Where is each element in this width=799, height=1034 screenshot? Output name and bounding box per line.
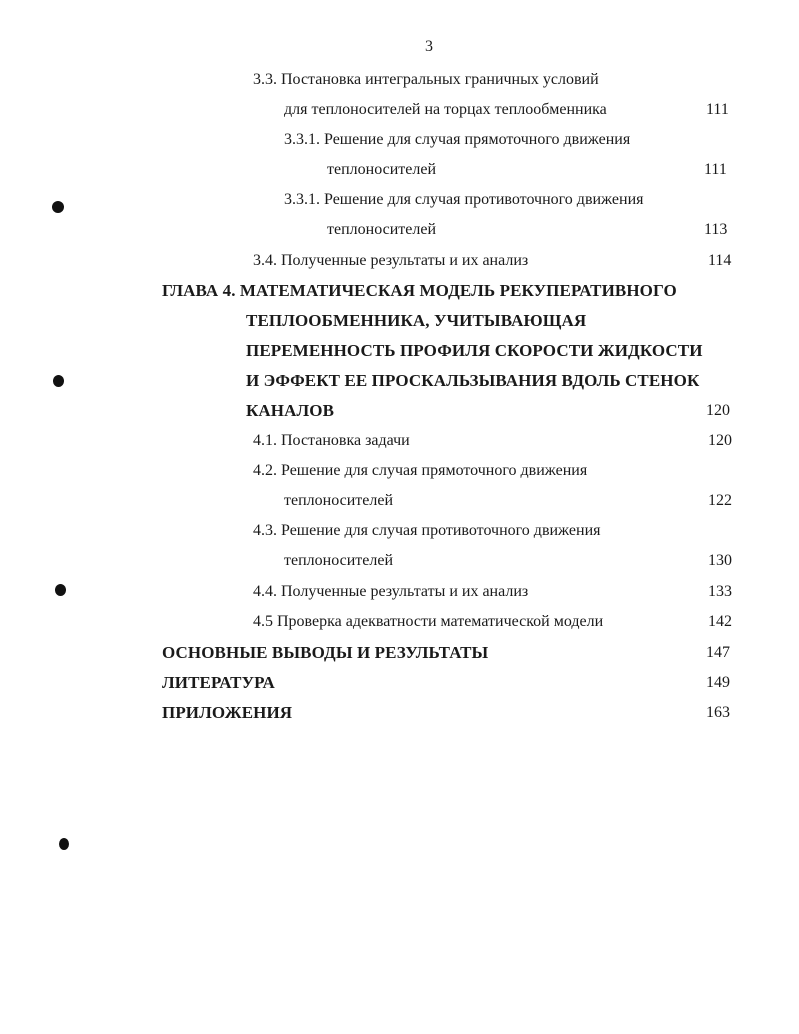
scan-speck bbox=[53, 375, 64, 387]
toc-4-5-page: 142 bbox=[708, 613, 732, 630]
toc-chapter-4-title-line2: ТЕПЛООБМЕННИКА, УЧИТЫВАЮЩАЯ bbox=[246, 311, 587, 330]
toc-4-3-title-line2: теплоносителей bbox=[284, 552, 394, 569]
toc-4-1-page: 120 bbox=[708, 432, 732, 449]
toc-4-2-title-line1: 4.2. Решение для случая прямоточного движения bbox=[253, 462, 588, 479]
toc-3-3-1b-title-line1: 3.3.1. Решение для случая противоточного движения bbox=[284, 191, 644, 208]
toc-chapter-4-title-line3: ПЕРЕМЕННОСТЬ ПРОФИЛЯ СКОРОСТИ ЖИДКОСТИ bbox=[246, 341, 703, 360]
toc-chapter-4-title-line4: И ЭФФЕКТ ЕЕ ПРОСКАЛЬЗЫВАНИЯ ВДОЛЬ СТЕНОК bbox=[246, 371, 700, 390]
toc-3-3-1a-page: 111 bbox=[704, 161, 727, 178]
toc-chapter-4-title-line1: ГЛАВА 4. МАТЕМАТИЧЕСКАЯ МОДЕЛЬ РЕКУПЕРАТИВНОГО bbox=[162, 281, 677, 300]
toc-3-3-1a-title-line2: теплоносителей bbox=[327, 161, 437, 178]
page-number: 3 bbox=[425, 38, 433, 55]
toc-3-3-page: 111 bbox=[706, 101, 729, 118]
toc-4-2-title-line2: теплоносителей bbox=[284, 492, 394, 509]
toc-3-4-title: 3.4. Полученные результаты и их анализ bbox=[253, 252, 529, 269]
toc-chapter-4-page: 120 bbox=[706, 402, 730, 419]
toc-3-3-1b-title-line2: теплоносителей bbox=[327, 221, 437, 238]
toc-3-3-title-line1: 3.3. Постановка интегральных граничных условий bbox=[253, 71, 599, 88]
toc-literature-title: ЛИТЕРАТУРА bbox=[162, 673, 275, 692]
toc-4-4-title: 4.4. Полученные результаты и их анализ bbox=[253, 583, 529, 600]
toc-appendices-page: 163 bbox=[706, 704, 730, 721]
scan-speck bbox=[59, 838, 69, 850]
toc-4-3-page: 130 bbox=[708, 552, 732, 569]
toc-conclusions-page: 147 bbox=[706, 644, 730, 661]
toc-4-1-title: 4.1. Постановка задачи bbox=[253, 432, 410, 449]
toc-3-4-page: 114 bbox=[708, 252, 732, 269]
scan-speck bbox=[55, 584, 66, 596]
toc-appendices-title: ПРИЛОЖЕНИЯ bbox=[162, 703, 293, 722]
toc-4-2-page: 122 bbox=[708, 492, 732, 509]
toc-chapter-4-title-line5: КАНАЛОВ bbox=[246, 401, 335, 420]
toc-4-4-page: 133 bbox=[708, 583, 732, 600]
toc-conclusions-title: ОСНОВНЫЕ ВЫВОДЫ И РЕЗУЛЬТАТЫ bbox=[162, 643, 489, 662]
toc-3-3-1b-page: 113 bbox=[704, 221, 728, 238]
scan-speck bbox=[52, 201, 64, 213]
toc-3-3-1a-title-line1: 3.3.1. Решение для случая прямоточного движения bbox=[284, 131, 631, 148]
toc-4-5-title: 4.5 Проверка адекватности математической модели bbox=[253, 613, 604, 630]
toc-literature-page: 149 bbox=[706, 674, 730, 691]
toc-4-3-title-line1: 4.3. Решение для случая противоточного движения bbox=[253, 522, 601, 539]
toc-3-3-title-line2: для теплоносителей на торцах теплообменника bbox=[284, 101, 607, 118]
